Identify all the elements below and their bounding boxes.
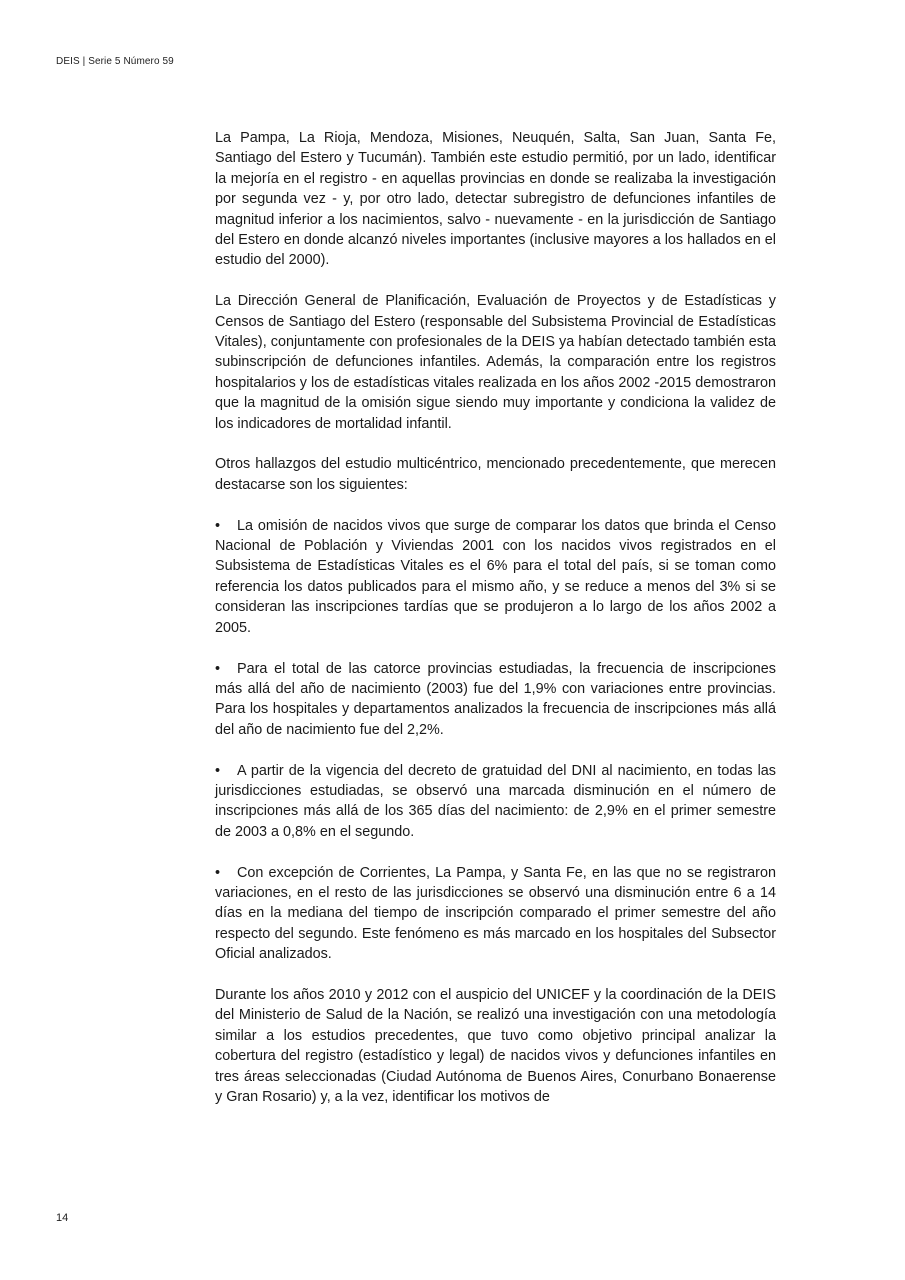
- bullet-icon: •: [215, 762, 221, 779]
- bullet-text: Para el total de las catorce provincias estudiadas, la frecuencia de inscripciones más allá del año de nacimiento (2003) fue del 1,9% con variaciones entre provincias. Para los hospitales y departamentos analizados la frecuencia de inscripciones más allá del año de nacimiento fue del 2,2%.: [215, 660, 776, 738]
- page-body: [215, 128, 776, 1128]
- bullet-icon: •: [215, 864, 221, 881]
- bullet-text: La omisión de nacidos vivos que surge de comparar los datos que brinda el Censo Nacional de Población y Viviendas 2001 con los nacidos vivos registrados en el Subsistema de Estadísticas Vitales es el 6% para el total del país, si se toman como referencia los datos publicados para el mismo año, y se reduce a menos del 3% si se consideran las inscripciones tardías que se produjeron a lo largo de los años 2002 a 2005.: [215, 517, 776, 636]
- bullet-text: A partir de la vigencia del decreto de gratuidad del DNI al nacimiento, en todas las jurisdicciones estudiadas, se observó una marcada disminución en el número de inscripciones más allá de los 365 días del nacimiento: de 2,9% en el primer semestre de 2003 a 0,8% en el segundo.: [215, 762, 776, 840]
- paragraph: La Pampa, La Rioja, Mendoza, Misiones, Neuquén, Salta, San Juan, Santa Fe, Santiago del Estero y Tucumán). También este estudio permitió, por un lado, identificar la mejoría en el registro - en aquellas provincias en donde se realizaba la investigación por segunda vez - y, por otro lado, detectar subregistro de defunciones infantiles de magnitud inferior a los nacimientos, salvo - nuevamente - en la jurisdicción de Santiago del Estero en donde alcanzó niveles importantes (inclusive mayores a los hallados en el estudio del 2000).: [215, 130, 776, 269]
- bullet-icon: •: [215, 660, 221, 677]
- bullet-item: [215, 863, 776, 965]
- bullet-item: [215, 659, 776, 741]
- bullet-icon: •: [215, 517, 221, 534]
- running-header: DEIS | Serie 5 Número 59: [56, 56, 174, 67]
- bullet-text: Con excepción de Corrientes, La Pampa, y Santa Fe, en las que no se registraron variaciones, en el resto de las jurisdicciones se observó una disminución entre 6 a 14 días en la mediana del tiempo de inscripción comparado el primer semestre del año respecto del segundo. Este fenómeno es más marcado en los hospitales del Subsector Oficial analizados.: [215, 864, 776, 963]
- bullet-item: [215, 516, 776, 638]
- paragraph: Otros hallazgos del estudio multicéntrico, mencionado precedentemente, que merecen destacarse son los siguientes:: [215, 456, 776, 493]
- bullet-item: [215, 761, 776, 843]
- page-number: 14: [56, 1212, 69, 1224]
- paragraph: Durante los años 2010 y 2012 con el auspicio del UNICEF y la coordinación de la DEIS del Ministerio de Salud de la Nación, se realizó una investigación con una metodología similar a los estudios precedentes, que tuvo como objetivo principal analizar la cobertura del registro (estadístico y legal) de nacidos vivos y defunciones infantiles en tres áreas seleccionadas (Ciudad Autónoma de Buenos Aires, Conurbano Bonaerense y Gran Rosario) y, a la vez, identificar los motivos de: [215, 986, 776, 1105]
- paragraph: La Dirección General de Planificación, Evaluación de Proyectos y de Estadísticas y Censos de Santiago del Estero (responsable del Subsistema Provincial de Estadísticas Vitales), conjuntamente con profesionales de la DEIS ya habían detectado también esta subinscripción de defunciones infantiles. Además, la comparación entre los registros hospitalarios y los de estadísticas vitales realizada en los años 2002 -2015 demostraron que la magnitud de la omisión sigue siendo muy importante y condiciona la validez de los indicadores de mortalidad infantil.: [215, 293, 776, 432]
